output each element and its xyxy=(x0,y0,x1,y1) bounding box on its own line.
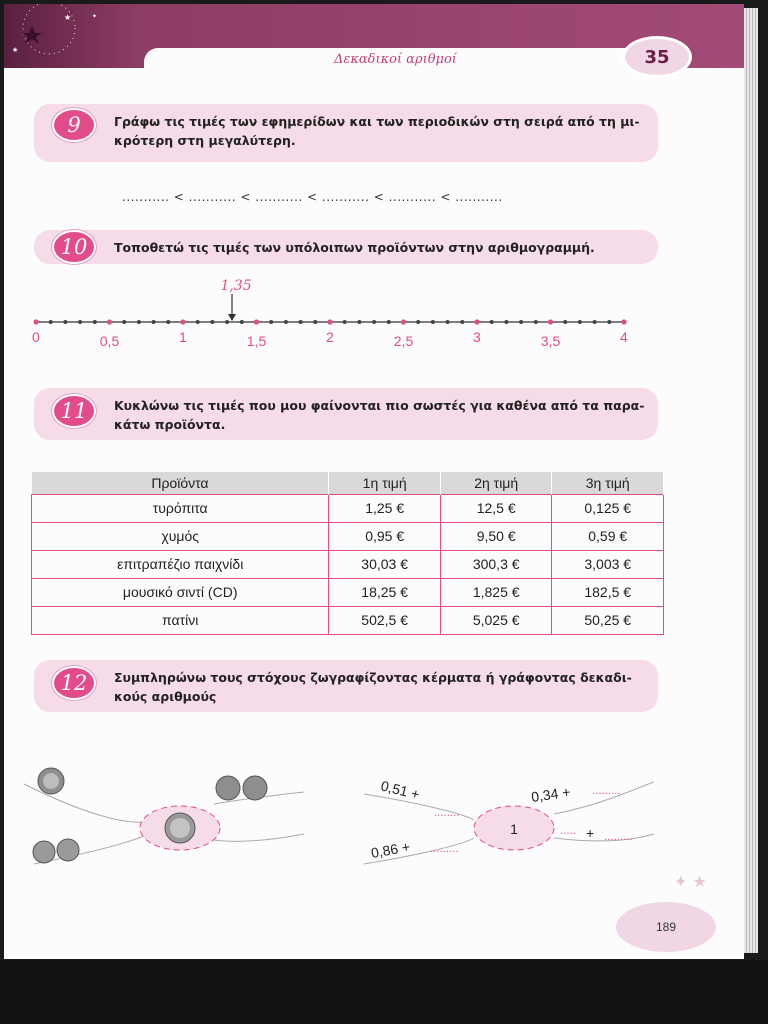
term-label: 0,51 + xyxy=(379,777,422,803)
number-line-dot xyxy=(578,320,582,324)
price-cell[interactable]: 18,25 € xyxy=(329,578,441,606)
exercise-9-text-line1: Γράφω τις τιμές των εφημερίδων και των περιοδικών στη σειρά από τη μι- xyxy=(114,114,640,129)
svg-text:★: ★ xyxy=(12,46,19,54)
number-line-dot xyxy=(343,320,347,324)
table-header: Προϊόντα xyxy=(32,472,329,494)
marker-arrow-head xyxy=(228,314,236,321)
number-line-tick-label: 3 xyxy=(473,329,481,345)
price-cell[interactable]: 182,5 € xyxy=(552,578,664,606)
exercise-12-text xyxy=(114,668,632,706)
exercise-12-number: 12 xyxy=(52,666,96,700)
price-cell[interactable]: 5,025 € xyxy=(440,606,552,634)
blank-dots: ........ xyxy=(434,808,460,819)
blank-dots: ..... xyxy=(560,826,576,837)
number-line-major-dot xyxy=(254,319,259,324)
exercise-9-text-line2: κρότερη στη μεγαλύτερη. xyxy=(114,133,296,148)
number-line-tick-label: 0,5 xyxy=(99,333,120,349)
term-label: + xyxy=(586,825,595,841)
table-row xyxy=(32,578,664,606)
coin-targets xyxy=(4,744,744,904)
table-header-row xyxy=(32,472,664,494)
product-name-cell: τυρόπιτα xyxy=(32,494,329,522)
number-line-dot xyxy=(63,320,67,324)
coin-icon xyxy=(170,818,190,838)
number-line xyxy=(4,274,744,354)
product-name-cell: επιτραπέζιο παιχνίδι xyxy=(32,550,329,578)
price-cell[interactable]: 50,25 € xyxy=(552,606,664,634)
price-cell[interactable]: 3,003 € xyxy=(552,550,664,578)
number-line-dot xyxy=(446,320,450,324)
number-line-dot xyxy=(284,320,288,324)
number-line-tick-label: 3,5 xyxy=(540,333,561,349)
product-name-cell: μουσικό σιντί (CD) xyxy=(32,578,329,606)
scan-shadow xyxy=(0,960,768,1024)
coin-icon xyxy=(243,776,267,800)
sparkle-icon: ✦ ★ xyxy=(674,872,707,891)
number-line-dot xyxy=(225,320,229,324)
coin-icon xyxy=(57,839,79,861)
number-line-tick-label: 2,5 xyxy=(393,333,414,349)
price-cell[interactable]: 502,5 € xyxy=(329,606,441,634)
coin-icon xyxy=(33,841,55,863)
number-line-dot xyxy=(269,320,273,324)
exercise-12-text-line1: Συμπληρώνω τους στόχους ζωγραφίζοντας κέρματα ή γράφοντας δεκαδι- xyxy=(114,670,632,685)
page-number-bottom: 189 xyxy=(616,902,716,952)
number-line-tick-label: 4 xyxy=(620,329,628,345)
table-row xyxy=(32,606,664,634)
number-line-dot xyxy=(210,320,214,324)
price-cell[interactable]: 300,3 € xyxy=(440,550,552,578)
number-line-dot xyxy=(93,320,97,324)
number-line-dot xyxy=(240,320,244,324)
price-cell[interactable]: 1,25 € xyxy=(329,494,441,522)
table-header: 1η τιμή xyxy=(329,472,441,494)
price-cell[interactable]: 1,825 € xyxy=(440,578,552,606)
price-cell[interactable]: 0,95 € xyxy=(329,522,441,550)
number-line-dot xyxy=(299,320,303,324)
number-line-major-dot xyxy=(474,319,479,324)
marker-label: 1,35 xyxy=(220,278,252,294)
number-line-major-dot xyxy=(180,319,185,324)
exercise-9-text xyxy=(114,112,640,150)
number-line-dot xyxy=(593,320,597,324)
number-line-tick-label: 1 xyxy=(179,329,187,345)
svg-text:★: ★ xyxy=(64,13,72,22)
prices-table xyxy=(31,472,664,635)
blank-dots: ......... xyxy=(592,786,621,797)
exercise-11-banner xyxy=(34,388,658,440)
exercise-11-text-line2: κάτω προϊόντα. xyxy=(114,417,226,432)
page-edge xyxy=(744,8,758,953)
table-header: 2η τιμή xyxy=(440,472,552,494)
number-line-major-dot xyxy=(401,319,406,324)
price-cell[interactable]: 9,50 € xyxy=(440,522,552,550)
number-line-dots xyxy=(33,319,626,324)
number-line-dot xyxy=(122,320,126,324)
number-line-major-dot xyxy=(107,319,112,324)
number-line-major-dot xyxy=(33,319,38,324)
number-line-dot xyxy=(607,320,611,324)
number-line-dot xyxy=(137,320,141,324)
number-line-dot xyxy=(49,320,53,324)
term-label: 0,86 + xyxy=(369,838,412,861)
table-row xyxy=(32,550,664,578)
curve-line xyxy=(214,834,304,841)
blank-dots: ......... xyxy=(430,844,459,855)
exercise-10-number: 10 xyxy=(52,230,96,264)
exercise-12-banner xyxy=(34,660,658,712)
price-cell[interactable]: 30,03 € xyxy=(329,550,441,578)
svg-text:✦: ✦ xyxy=(92,13,98,20)
exercise-10-banner xyxy=(34,230,658,264)
number-line-dot xyxy=(313,320,317,324)
table-body xyxy=(32,494,664,634)
coin-icon xyxy=(216,776,240,800)
table-row xyxy=(32,522,664,550)
number-line-dot xyxy=(152,320,156,324)
number-line-dot xyxy=(534,320,538,324)
exercise-9-answer-blanks[interactable]: ........... < ........... < ........... < ........... < ........... < ........... xyxy=(122,190,503,204)
term-label: 0,34 + xyxy=(530,783,572,805)
number-line-labels xyxy=(32,329,628,349)
number-line-dot xyxy=(416,320,420,324)
exercise-11-text-line1: Κυκλώνω τις τιμές που μου φαίνονται πιο σωστές για καθένα από τα παρα- xyxy=(114,398,645,413)
product-name-cell: πατίνι xyxy=(32,606,329,634)
number-line-major-dot xyxy=(621,319,626,324)
coin-icon xyxy=(43,773,59,789)
product-name-cell: χυμός xyxy=(32,522,329,550)
number-line-dot xyxy=(78,320,82,324)
book-page xyxy=(4,4,744,959)
number-line-dot xyxy=(166,320,170,324)
exercise-11-number: 11 xyxy=(52,394,96,428)
number-line-dot xyxy=(460,320,464,324)
exercise-12-text-line2: κούς αριθμούς xyxy=(114,689,217,704)
number-line-dot xyxy=(504,320,508,324)
number-line-dot xyxy=(519,320,523,324)
table-row xyxy=(32,494,664,522)
number-line-tick-label: 1,5 xyxy=(246,333,267,349)
number-line-tick-label: 0 xyxy=(32,329,40,345)
number-line-dot xyxy=(563,320,567,324)
number-line-dot xyxy=(431,320,435,324)
exercise-10-text: Τοποθετώ τις τιμές των υπόλοιπων προϊόντων στην αριθμογραμμή. xyxy=(114,240,595,255)
price-cell[interactable]: 12,5 € xyxy=(440,494,552,522)
number-line-dot xyxy=(387,320,391,324)
exercise-11-text xyxy=(114,396,644,434)
target-center-value: 1 xyxy=(510,821,518,837)
table-header: 3η τιμή xyxy=(552,472,664,494)
number-line-dot xyxy=(490,320,494,324)
chapter-title: Δεκαδικοί αριθμοί xyxy=(334,52,457,67)
number-line-dot xyxy=(196,320,200,324)
blank-dots: ......... xyxy=(604,832,633,843)
number-line-dot xyxy=(357,320,361,324)
stars-decoration-icon xyxy=(4,4,104,68)
number-line-major-dot xyxy=(327,319,332,324)
page-number-top: 35 xyxy=(622,36,692,78)
price-cell[interactable]: 0,125 € xyxy=(552,494,664,522)
number-line-tick-label: 2 xyxy=(326,329,334,345)
number-line-major-dot xyxy=(548,319,553,324)
number-line-dot xyxy=(372,320,376,324)
exercise-9-number: 9 xyxy=(52,108,96,142)
exercise-9-banner xyxy=(34,104,658,162)
price-cell[interactable]: 0,59 € xyxy=(552,522,664,550)
